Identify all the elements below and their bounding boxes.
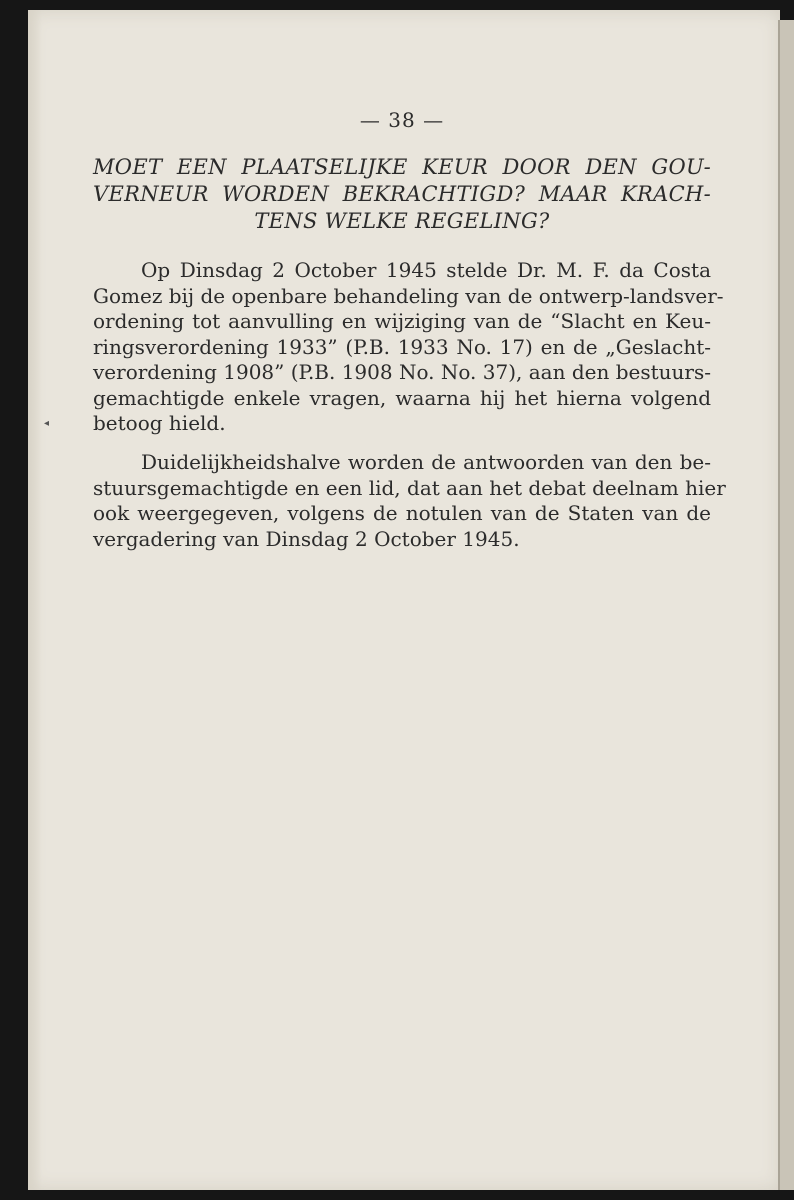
- paragraph-1-line-3: ordening tot aanvulling en wijziging van de “Slacht en Keu-: [93, 309, 711, 333]
- page-number: — 38 —: [359, 108, 445, 132]
- page-binding-shadow: [28, 10, 42, 1190]
- paragraph-1-line-1: Op Dinsdag 2 October 1945 stelde Dr. M. F. da Costa: [141, 258, 711, 282]
- margin-mark: ◂: [44, 418, 50, 429]
- title-line-2: VERNEUR WORDEN BEKRACHTIGD? MAAR KRACH-: [93, 182, 711, 206]
- paragraph-1-line-4: ringsverordening 1933” (P.B. 1933 No. 17) en de „Geslacht-: [93, 334, 711, 359]
- paragraph-1-line-5: verordening 1908” (P.B. 1908 No. No. 37), aan den bestuurs-: [93, 360, 711, 384]
- paragraph-2: [93, 450, 726, 552]
- title-line-1: MOET EEN PLAATSELIJKE KEUR DOOR DEN GOU-: [93, 155, 711, 179]
- paragraph-2-line-4: vergadering van Dinsdag 2 October 1945.: [93, 526, 520, 551]
- paragraph-1: [93, 258, 724, 437]
- paragraph-1-line-6: gemachtigde enkele vragen, waarna hij het hierna volgend: [93, 385, 711, 410]
- paragraph-2-line-3: ook weergegeven, volgens de notulen van de Staten van de: [93, 501, 711, 525]
- paragraph-1-line-7: betoog hield.: [93, 411, 226, 435]
- paragraph-2-line-1: Duidelijkheidshalve worden de antwoorden van den be-: [141, 450, 711, 474]
- paragraph-1-line-2: Gomez bij de openbare behandeling van de ontwerp-landsver-: [93, 283, 724, 308]
- title-line-3: TENS WELKE REGELING?: [254, 209, 550, 233]
- section-title: [93, 154, 711, 235]
- next-page-edge: [778, 20, 794, 1190]
- paragraph-2-line-2: stuursgemachtigde en een lid, dat aan het debat deelnam hier: [93, 475, 726, 500]
